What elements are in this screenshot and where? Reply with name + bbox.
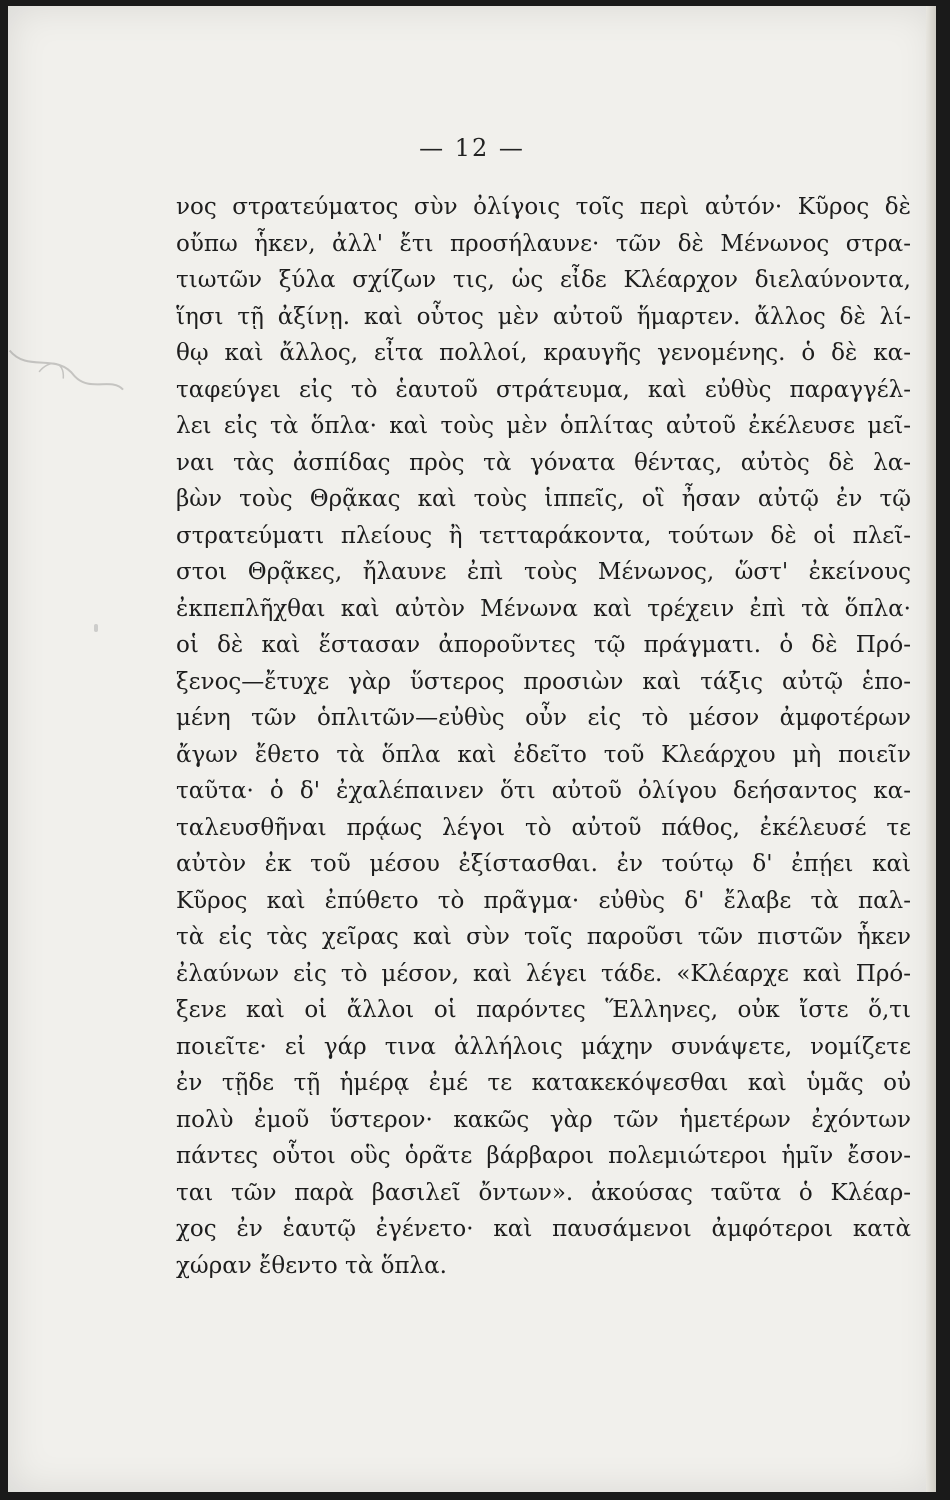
- text-line: οἱ δὲ καὶ ἕστασαν ἀποροῦντες τῷ πράγματι. ὁ δὲ Πρό-: [176, 632, 911, 658]
- page-number: — 12 —: [419, 134, 525, 162]
- text-line: θῳ καὶ ἄλλος, εἶτα πολλοί, κραυγῆς γενομένης. ὁ δὲ κα-: [176, 340, 911, 366]
- body-text: [176, 189, 911, 1284]
- text-line: λει εἰς τὰ ὅπλα· καὶ τοὺς μὲν ὁπλίτας αὐτοῦ ἐκέλευσε μεῖ-: [176, 413, 911, 439]
- text-line: ταφεύγει εἰς τὸ ἑαυτοῦ στράτευμα, καὶ εὐθὺς παραγγέλ-: [176, 376, 911, 403]
- paper-speck: [94, 624, 98, 632]
- text-line: τὰ εἰς τὰς χεῖρας καὶ σὺν τοῖς παροῦσι τῶν πιστῶν ἧκεν: [176, 924, 911, 950]
- book-page: [8, 6, 936, 1492]
- text-line: ἐλαύνων εἰς τὸ μέσον, καὶ λέγει τάδε. «Κλέαρχε καὶ Πρό-: [176, 960, 911, 987]
- text-line: πολὺ ἐμοῦ ὕστερον· κακῶς γὰρ τῶν ἡμετέρων ἐχόντων: [176, 1106, 911, 1133]
- text-line: ἄγων ἔθετο τὰ ὅπλα καὶ ἐδεῖτο τοῦ Κλεάρχου μὴ ποιεῖν: [176, 741, 911, 768]
- text-line: ξενε καὶ οἱ ἄλλοι οἱ παρόντες Ἕλληνες, οὐκ ἴστε ὅ,τι: [176, 997, 911, 1023]
- page-edge: [926, 6, 936, 1492]
- text-line: πάντες οὗτοι οὓς ὁρᾶτε βάρβαροι πολεμιώτεροι ἡμῖν ἔσον-: [176, 1143, 911, 1169]
- text-line: μένη τῶν ὁπλιτῶν—εὐθὺς οὖν εἰς τὸ μέσον ἀμφοτέρων: [176, 705, 911, 731]
- text-line: ταλευσθῆναι πρᾴως λέγοι τὸ αὐτοῦ πάθος, ἐκέλευσέ τε: [176, 814, 911, 841]
- text-line: ξενος—ἔτυχε γὰρ ὕστερος προσιὼν καὶ τάξις αὐτῷ ἑπο-: [176, 668, 911, 695]
- text-line: ἐν τῇδε τῇ ἡμέρᾳ ἐμέ τε κατακεκόψεσθαι καὶ ὑμᾶς οὐ: [176, 1070, 911, 1096]
- text-line: ναι τὰς ἀσπίδας πρὸς τὰ γόνατα θέντας, αὐτὸς δὲ λα-: [176, 449, 911, 476]
- text-line: χος ἐν ἑαυτῷ ἐγένετο· καὶ παυσάμενοι ἀμφότεροι κατὰ: [176, 1216, 911, 1242]
- text-line: ται τῶν παρὰ βασιλεῖ ὄντων». ἀκούσας ταῦτα ὁ Κλέαρ-: [176, 1179, 911, 1206]
- pencil-marginalia-icon: [0, 330, 134, 412]
- text-line: αὐτὸν ἐκ τοῦ μέσου ἐξίστασθαι. ἐν τούτῳ δ' ἐπῄει καὶ: [176, 851, 911, 877]
- text-line: στοι Θρᾷκες, ἤλαυνε ἐπὶ τοὺς Μένωνος, ὥστ' ἐκείνους: [176, 559, 911, 585]
- text-line: ἐκπεπλῆχθαι καὶ αὐτὸν Μένωνα καὶ τρέχειν ἐπὶ τὰ ὅπλα·: [176, 595, 911, 622]
- text-line: τιωτῶν ξύλα σχίζων τις, ὡς εἶδε Κλέαρχον διελαύνοντα,: [176, 267, 911, 293]
- text-line: ποιεῖτε· εἰ γάρ τινα ἀλλήλοις μάχην συνάψετε, νομίζετε: [176, 1033, 911, 1060]
- text-line: ἵησι τῇ ἀξίνῃ. καὶ οὗτος μὲν αὐτοῦ ἥμαρτεν. ἄλλος δὲ λί-: [176, 303, 911, 330]
- text-line: βὼν τοὺς Θρᾷκας καὶ τοὺς ἱππεῖς, οἳ ἦσαν αὐτῷ ἐν τῷ: [176, 486, 911, 512]
- text-line: Κῦρος καὶ ἐπύθετο τὸ πρᾶγμα· εὐθὺς δ' ἔλαβε τὰ παλ-: [176, 887, 911, 914]
- text-line: στρατεύματι πλείους ἢ τετταράκοντα, τούτων δὲ οἱ πλεῖ-: [176, 522, 911, 549]
- text-line: οὔπω ἧκεν, ἀλλ' ἔτι προσήλαυνε· τῶν δὲ Μένωνος στρα-: [176, 230, 911, 257]
- text-line: χώραν ἔθεντο τὰ ὅπλα.: [176, 1252, 447, 1279]
- text-line: ταῦτα· ὁ δ' ἐχαλέπαινεν ὅτι αὐτοῦ ὀλίγου δεήσαντος κα-: [176, 778, 911, 804]
- text-line: νος στρατεύματος σὺν ὀλίγοις τοῖς περὶ αὐτόν· Κῦρος δὲ: [176, 194, 911, 220]
